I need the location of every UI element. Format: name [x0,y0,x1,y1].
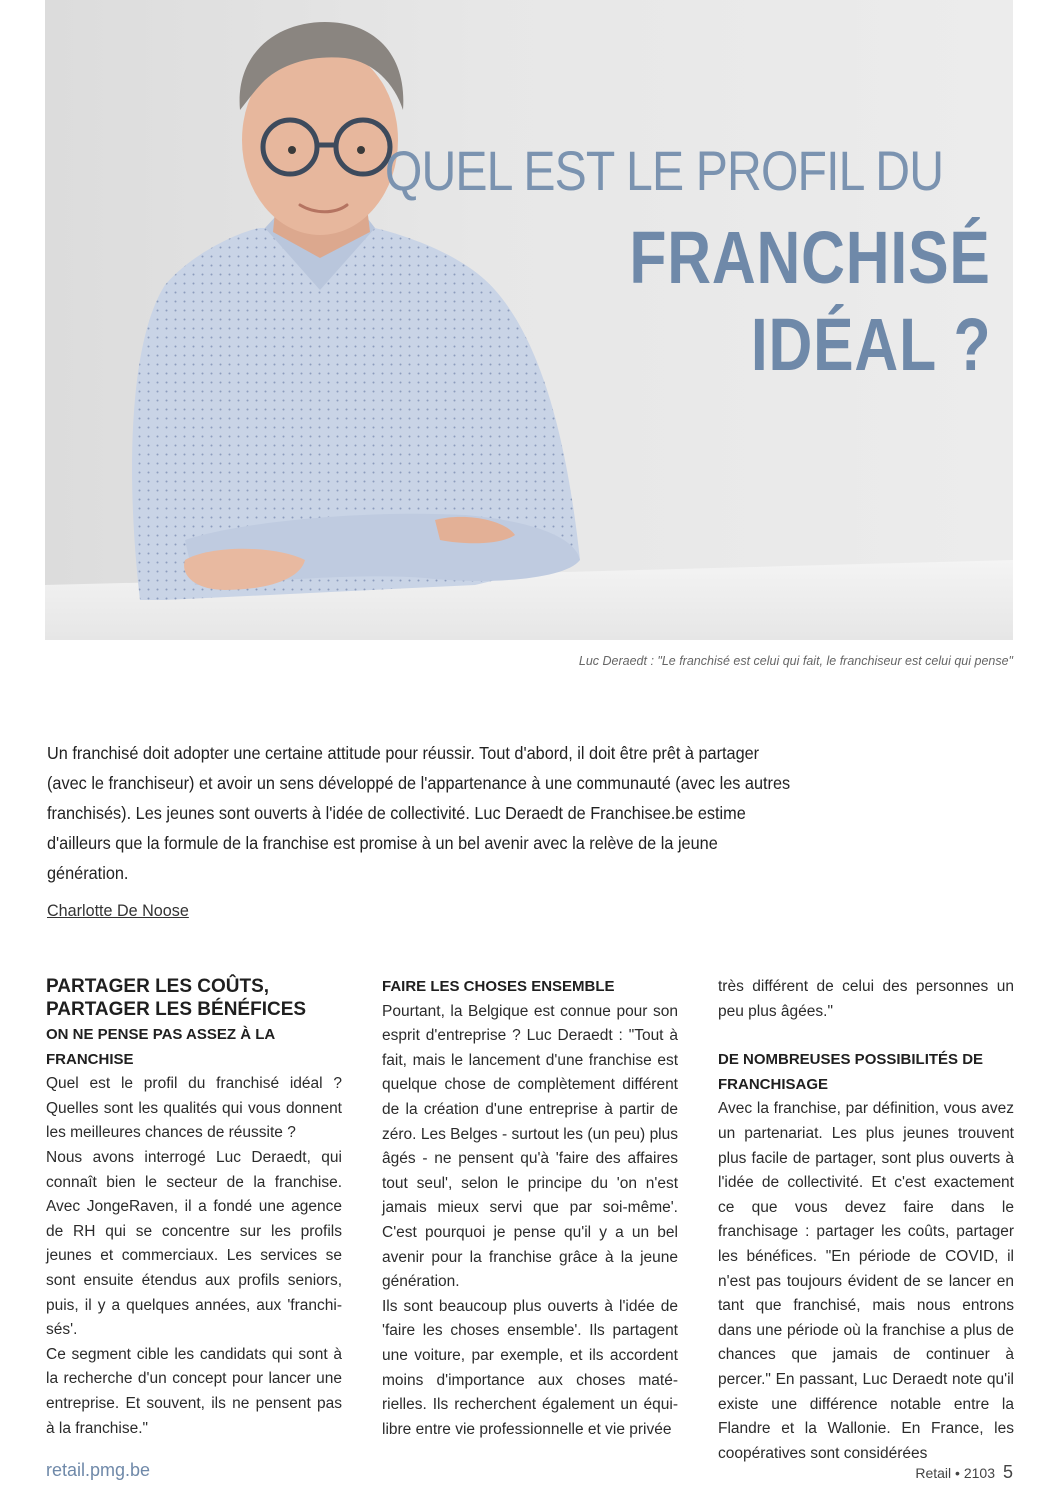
article-column-3 [718,975,1014,1466]
hero-photo [45,0,1013,640]
headline-line-3: IDÉAL ? [750,303,991,386]
paragraph: Pourtant, la Belgique est connue pour son esprit d'entreprise ? Luc Deraedt : "Tout à fait, mais le lancement d'une franchise est quelque chose de complètement différent de la création d'une entreprise à partir de zéro. Les Belges - surtout les (un peu) plus âgés - ne pensent qu'à 'faire des affaires tout seul', selon le principe du 'on n'est jamais mieux servi que par soi-même'. C'est pourquoi je pense qu'il y a un bel avenir pour la franchise grâce à la jeune génération. [382,1002,678,1291]
headline-line-1: QUEL EST LE PROFIL DU [384,139,943,202]
issue-label: Retail • 2103 [915,1465,995,1481]
paragraph: Nous avons interrogé Luc Deraedt, qui connaît bien le secteur de la franchise. Avec JongeRaven, il a fondé une agence de RH qui se concentre sur les profils jeunes et commerciaux. Les services se sont ensuite étendus aux profils seniors, puis, il y a quelques années, aux 'franchisés'. [46,1148,342,1339]
headline-line-2: FRANCHISÉ [629,216,991,299]
website-link[interactable]: retail.pmg.be [46,1460,151,1480]
paragraph: Ils sont beaucoup plus ouverts à l'idée de 'faire les choses ensemble'. Ils partagent une voiture, par exemple, et ils accordent moins d'importance aux choses matérielles. Ils recherchent également un équilibre entre vie professionnelle et vie privée [382,1297,678,1438]
intro-paragraph [47,738,800,888]
section-subheading: FAIRE LES CHOSES ENSEMBLE [382,978,615,995]
paragraph: très différent de celui des personnes un peu plus âgées." [718,978,1014,1020]
photo-caption: Luc Deraedt : "Le franchisé est celui qui fait, le franchiseur est celui qui pense" [578,654,1013,668]
issue-info [915,1462,1013,1483]
spacer [718,1024,1014,1048]
paragraph: Avec la franchise, par définition, vous avez un partenariat. Les plus jeunes trouvent plus facile de partager, sont plus ouverts à l'idée de collectivité. Et c'est exactement ce que vous devez faire dans le franchisage : partager les coûts, partager les bénéfices. "En période de COVID, il n'est pas toujours évident de se lancer en tant que franchisé, mais nous entrons dans une période où la franchise a plus de chances que jamais de continuer à percer." En passant, Luc Deraedt note qu'il existe une différence notable entre la Flandre et la Wallonie. En France, les coopératives sont considérées [718,1100,1014,1462]
intro-text: Un franchisé doit adopter une certaine attitude pour réussir. Tout d'abord, il doit être prêt à partager (avec le franchiseur) et avoir un sens développé de l'appartenance à une communauté (avec les autres franchisés). Les jeunes sont ouverts à l'idée de collectivité. Luc Deraedt de Franchisee.be estime d'ailleurs que la formule de la franchise est promise à un bel avenir avec la relève de la jeune génération. [47,743,791,883]
paragraph: Ce segment cible les candidats qui sont à la recherche d'un concept pour lancer une entreprise. Et souvent, ils ne pensent pas à la franchise." [46,1345,342,1437]
article-column-2 [382,975,678,1442]
page-number: 5 [1002,1462,1013,1482]
section-subheading: DE NOMBREUSES POSSIBILITÉS DE FRANCHISAGE [718,1051,984,1093]
article-column-1 [46,975,342,1441]
section-heading: PARTAGER LES COÛTS, PARTAGER LES BÉNÉFICES [46,976,307,1020]
paragraph: Quel est le profil du franchisé idéal ? Quelles sont les qualités qui vous donnent les meilleures chances de réussite ? [46,1075,342,1142]
author-byline: Charlotte De Noose [47,901,189,920]
section-subheading: ON NE PENSE PAS ASSEZ À LA FRANCHISE [46,1026,275,1068]
